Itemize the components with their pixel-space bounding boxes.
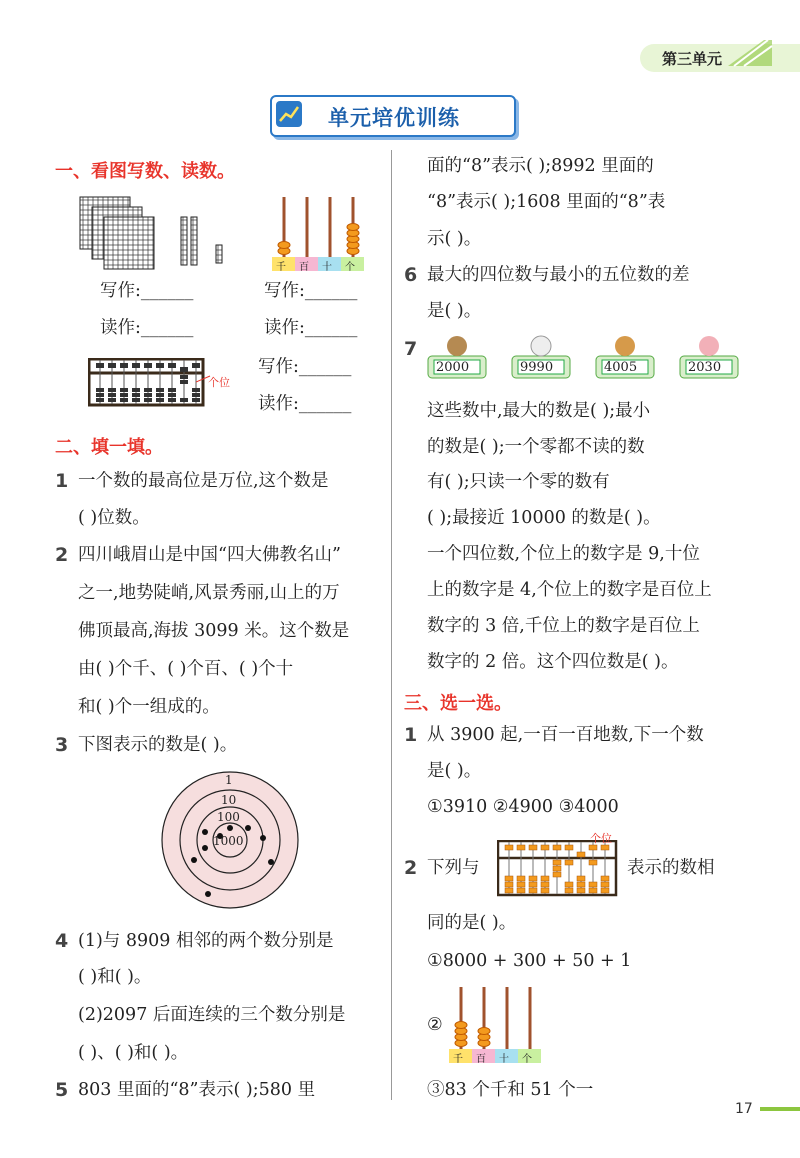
number-card: 2030 [688, 360, 722, 375]
ring-label: 100 [217, 810, 240, 824]
bead-abacus-1 [88, 358, 208, 408]
number-card: 2000 [436, 360, 470, 375]
ring-label: 1000 [213, 834, 244, 848]
read-label: 读作:______ [264, 318, 358, 338]
number-card: 4005 [604, 360, 638, 375]
ring-label: 1 [225, 773, 233, 787]
write-label: 写作:______ [100, 281, 194, 301]
section-heading-1: 一、看图写数、读数。 [55, 161, 235, 182]
read-label: 读作:______ [100, 318, 194, 338]
section-title: 单元培优训练 [270, 95, 516, 137]
write-label: 写作:______ [264, 281, 358, 301]
bead-abacus-2 [497, 840, 619, 898]
section-heading-2: 二、填一填。 [55, 437, 163, 458]
decor-lines-icon [728, 38, 778, 68]
chart-trend-icon [276, 101, 302, 127]
page-number: 17 [735, 1101, 753, 1117]
unit-tag: 第三单元 [640, 44, 800, 72]
animal-cards [426, 332, 746, 384]
column-divider [391, 150, 392, 1100]
page-bar [760, 1107, 800, 1111]
section-heading-3: 三、选一选。 [404, 693, 512, 714]
number-card: 9990 [520, 360, 554, 375]
ring-label: 10 [221, 793, 237, 807]
base-ten-blocks [78, 195, 238, 275]
